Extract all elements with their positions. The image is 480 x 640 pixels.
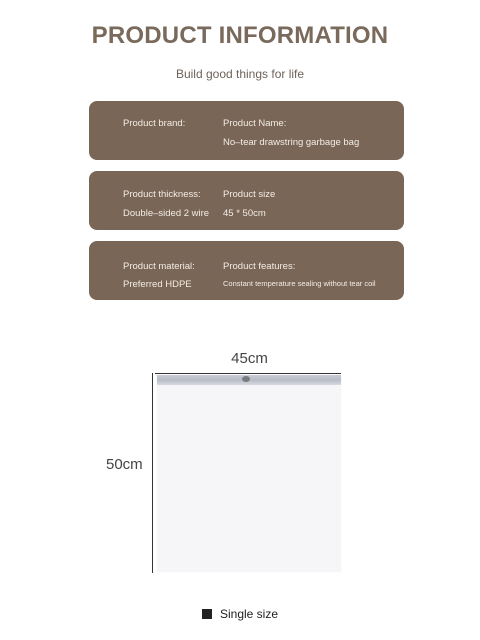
thickness-label: Product thickness: bbox=[123, 189, 201, 200]
size-value: 45 * 50cm bbox=[223, 208, 266, 219]
product-name-value: No–tear drawstring garbage bag bbox=[223, 137, 360, 148]
square-icon bbox=[202, 609, 212, 619]
features-label: Product features: bbox=[223, 261, 296, 272]
width-dimension-label: 45cm bbox=[231, 350, 268, 367]
height-dimension-label: 50cm bbox=[106, 456, 143, 473]
height-dimension-line bbox=[152, 373, 153, 573]
drawstring-knot bbox=[242, 376, 250, 382]
info-card-material bbox=[89, 241, 404, 300]
material-value: Preferred HDPE bbox=[123, 279, 192, 290]
size-legend bbox=[0, 607, 480, 621]
features-value: Constant temperature sealing without tear coil bbox=[223, 279, 376, 288]
brand-label: Product brand: bbox=[123, 118, 186, 129]
garbage-bag-image bbox=[157, 375, 341, 572]
page-title: PRODUCT INFORMATION bbox=[91, 22, 389, 49]
width-dimension-line bbox=[155, 373, 341, 374]
info-card-brand bbox=[89, 101, 404, 160]
product-name-label: Product Name: bbox=[223, 118, 287, 129]
page-subtitle: Build good things for life bbox=[175, 67, 305, 81]
info-card-thickness bbox=[89, 171, 404, 230]
size-label: Product size bbox=[223, 189, 276, 200]
thickness-value: Double–sided 2 wire bbox=[123, 208, 210, 219]
material-label: Product material: bbox=[123, 261, 195, 272]
legend-label: Single size bbox=[219, 607, 279, 621]
